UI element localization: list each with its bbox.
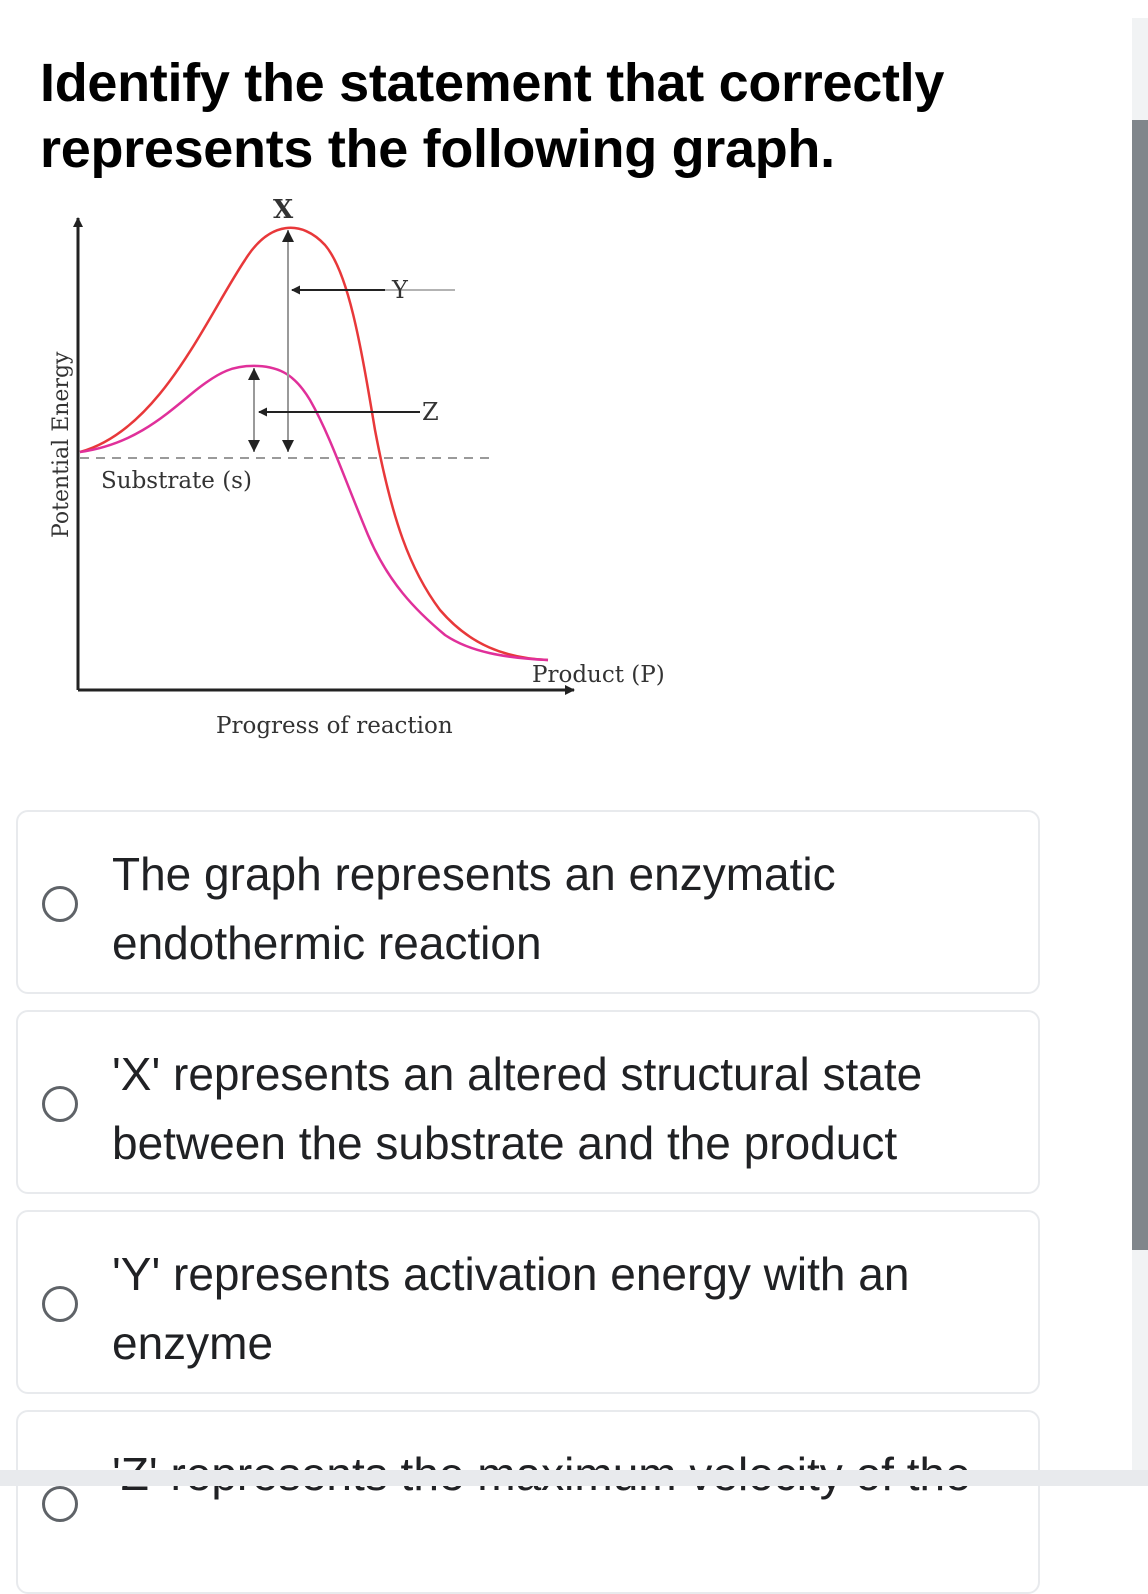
label-y: Y	[392, 276, 408, 304]
product-label: Product (P)	[532, 662, 665, 688]
scrollbar-thumb[interactable]	[1132, 120, 1148, 1250]
x-arrow-up	[282, 230, 294, 242]
substrate-label: Substrate (s)	[101, 468, 252, 494]
option-card[interactable]	[16, 810, 1040, 994]
option-card[interactable]	[16, 1410, 1040, 1594]
option-label: 'X' represents an altered structural state between the substrate and the product	[112, 1048, 923, 1169]
energy-diagram	[40, 190, 680, 760]
option-label: The graph represents an enzymatic endothermic reaction	[112, 848, 836, 969]
x-arrow-down	[282, 440, 294, 452]
label-z: Z	[422, 398, 439, 426]
option-card[interactable]	[16, 1010, 1040, 1194]
option-label: 'Y' represents activation energy with an enzyme	[112, 1248, 910, 1369]
catalyzed-arrow-up	[248, 368, 260, 380]
catalyzed-arrow-down	[248, 440, 260, 452]
uncatalyzed-curve	[80, 228, 548, 660]
catalyzed-curve	[80, 366, 548, 660]
x-axis-label: Progress of reaction	[216, 713, 453, 739]
radio-button[interactable]	[42, 1086, 78, 1122]
bottom-bar	[0, 1470, 1148, 1486]
y-axis-label: Potential Energy	[49, 351, 74, 538]
radio-button[interactable]	[42, 1486, 78, 1522]
question-title: Identify the statement that correctly represents the following graph.	[40, 53, 945, 179]
option-card[interactable]	[16, 1210, 1040, 1394]
radio-button[interactable]	[42, 1286, 78, 1322]
label-x: X	[273, 195, 294, 225]
radio-button[interactable]	[42, 886, 78, 922]
